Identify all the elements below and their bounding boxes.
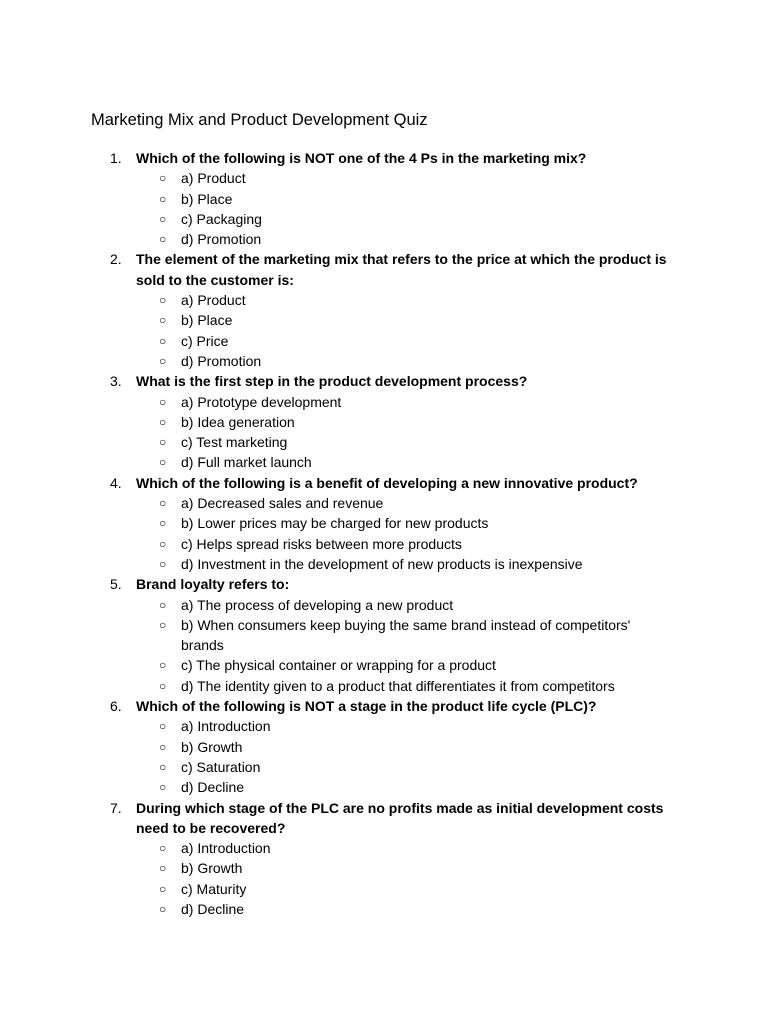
question-list [0,148,768,919]
hollow-circle-bullet-icon: ○ [159,678,167,693]
question-number: 5. [110,576,122,593]
hollow-circle-bullet-icon: ○ [159,496,167,511]
answer-option-label: a) Decreased sales and revenue [181,495,384,512]
question-number: 7. [110,799,122,816]
hollow-circle-bullet-icon: ○ [159,556,167,571]
hollow-circle-bullet-icon: ○ [159,719,167,734]
question-text: What is the first step in the product development process? [136,373,528,390]
answer-option [136,351,676,371]
answer-options [136,168,676,249]
answer-option [136,168,676,188]
question-text: Which of the following is a benefit of developing a new innovative product? [136,474,638,491]
hollow-circle-bullet-icon: ○ [159,841,167,856]
answer-option [136,310,676,330]
answer-option-label: b) Idea generation [181,413,295,430]
answer-option [136,432,676,452]
hollow-circle-bullet-icon: ○ [159,191,167,206]
hollow-circle-bullet-icon: ○ [159,861,167,876]
answer-option [136,229,676,249]
answer-option [136,452,676,472]
hollow-circle-bullet-icon: ○ [159,211,167,226]
answer-option-label: b) Lower prices may be charged for new products [181,515,489,532]
answer-option-label: c) The physical container or wrapping for a product [181,657,496,674]
answer-option-label: d) Investment in the development of new products is inexpensive [181,555,583,572]
answer-option [136,392,676,412]
answer-option-label: a) Introduction [181,840,271,857]
question-number: 3. [110,373,122,390]
question-item [0,148,676,249]
question-number: 4. [110,474,122,491]
answer-option-label: a) Product [181,292,246,309]
answer-option-label: b) Growth [181,738,243,755]
answer-option-label: d) Promotion [181,352,262,369]
hollow-circle-bullet-icon: ○ [159,780,167,795]
answer-option-label: c) Test marketing [181,434,288,451]
question-text: Which of the following is NOT one of the 4 Ps in the marketing mix? [136,150,587,166]
hollow-circle-bullet-icon: ○ [159,232,167,247]
answer-option [136,655,676,675]
answer-options [136,716,676,797]
answer-option [136,595,676,615]
hollow-circle-bullet-icon: ○ [159,881,167,896]
hollow-circle-bullet-icon: ○ [159,658,167,673]
question-item [0,371,676,472]
hollow-circle-bullet-icon: ○ [159,171,167,186]
answer-option-label: c) Helps spread risks between more products [181,535,462,552]
hollow-circle-bullet-icon: ○ [159,293,167,308]
answer-option-label: b) Place [181,190,233,207]
answer-option-label: a) Introduction [181,718,271,735]
question-number: 2. [110,251,122,268]
question-item [0,574,676,696]
answer-option-label: b) When consumers keep buying the same brand instead of competitors' brands [181,616,631,654]
question-text: Which of the following is NOT a stage in the product life cycle (PLC)? [136,698,597,715]
answer-option-label: d) Decline [181,900,245,917]
hollow-circle-bullet-icon: ○ [159,536,167,551]
answer-option-label: b) Place [181,312,233,329]
answer-option [136,534,676,554]
answer-option [136,838,676,858]
hollow-circle-bullet-icon: ○ [159,455,167,470]
answer-option-label: d) Decline [181,779,245,796]
hollow-circle-bullet-icon: ○ [159,394,167,409]
answer-option [136,189,676,209]
answer-option [136,757,676,777]
answer-options [136,290,676,371]
hollow-circle-bullet-icon: ○ [159,901,167,916]
answer-option [136,412,676,432]
answer-option [136,513,676,533]
answer-option [136,290,676,310]
hollow-circle-bullet-icon: ○ [159,313,167,328]
answer-option-label: d) The identity given to a product that differentiates it from competitors [181,677,615,694]
hollow-circle-bullet-icon: ○ [159,597,167,612]
answer-options [136,838,676,919]
answer-option [136,331,676,351]
answer-option-label: c) Price [181,332,229,349]
hollow-circle-bullet-icon: ○ [159,333,167,348]
answer-option [136,716,676,736]
hollow-circle-bullet-icon: ○ [159,759,167,774]
question-text: During which stage of the PLC are no profits made as initial development costs need to be recovered? [136,799,664,836]
answer-option [136,554,676,574]
question-item [0,473,676,574]
answer-option [136,676,676,696]
answer-option [136,858,676,878]
answer-option [136,737,676,757]
question-item [0,696,676,797]
question-number: 6. [110,698,122,715]
answer-option [136,209,676,229]
answer-option [136,615,676,656]
answer-options [136,392,676,473]
answer-option [136,493,676,513]
answer-option [136,899,676,919]
answer-option-label: c) Saturation [181,758,261,775]
answer-options [136,493,676,574]
question-item [0,798,676,920]
hollow-circle-bullet-icon: ○ [159,516,167,531]
question-text: The element of the marketing mix that refers to the price at which the product is sold to the customer is: [136,251,667,288]
answer-option-label: c) Packaging [181,210,262,227]
answer-option-label: a) Prototype development [181,393,342,410]
answer-option-label: b) Growth [181,860,243,877]
answer-option [136,879,676,899]
answer-option-label: d) Full market launch [181,454,312,471]
question-item [0,249,676,371]
hollow-circle-bullet-icon: ○ [159,414,167,429]
answer-option-label: a) Product [181,170,246,187]
hollow-circle-bullet-icon: ○ [159,617,167,632]
page-title: Marketing Mix and Product Development Quiz [91,111,428,129]
hollow-circle-bullet-icon: ○ [159,353,167,368]
answer-option-label: c) Maturity [181,880,247,897]
question-number: 1. [110,150,122,166]
answer-option-label: d) Promotion [181,231,262,248]
hollow-circle-bullet-icon: ○ [159,435,167,450]
question-text: Brand loyalty refers to: [136,576,290,593]
answer-option [136,777,676,797]
answer-option-label: a) The process of developing a new product [181,596,454,613]
answer-options [136,595,676,696]
hollow-circle-bullet-icon: ○ [159,739,167,754]
